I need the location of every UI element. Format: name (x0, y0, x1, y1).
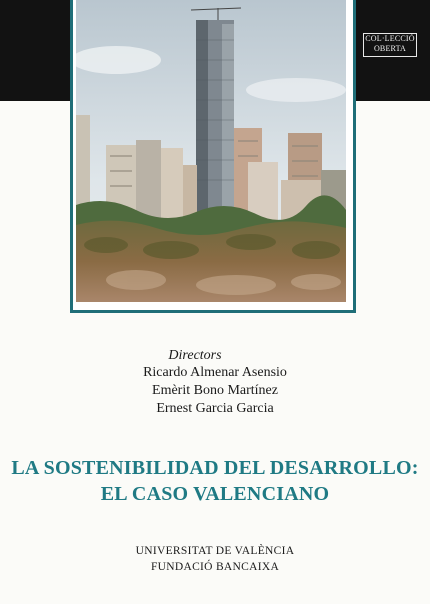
publishers-block (0, 543, 430, 575)
directors-label: Directors (168, 348, 222, 363)
publisher-university: UNIVERSITAT DE VALÈNCIA (135, 545, 295, 557)
directors-block (0, 347, 430, 418)
title-line-1: LA SOSTENIBILIDAD DEL DESARROLLO: (11, 457, 419, 479)
publisher-foundation: FUNDACIÓ BANCAIXA (150, 561, 280, 573)
collection-line-1: COL·LECCIÓ (365, 34, 415, 43)
title-line-2: EL CASO VALENCIANO (100, 483, 330, 505)
book-title (0, 455, 430, 507)
cover-photo (76, 0, 346, 302)
director-name: Ernest Garcia Garcia (156, 401, 274, 416)
director-name: Ricardo Almenar Asensio (143, 365, 287, 380)
director-name: Emèrit Bono Martínez (152, 383, 278, 398)
collection-label (363, 33, 417, 57)
collection-line-2: OBERTA (373, 44, 407, 53)
